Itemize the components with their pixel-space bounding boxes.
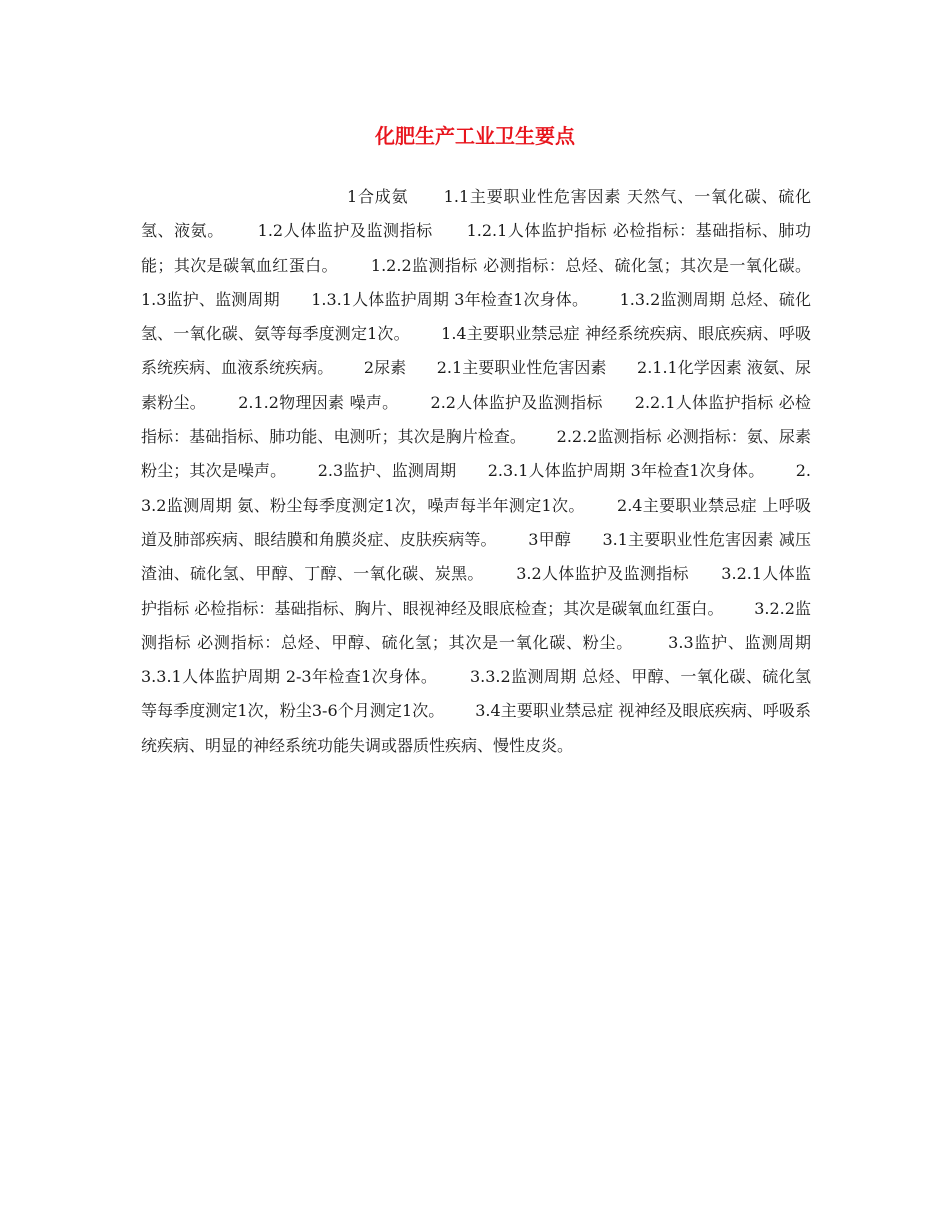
document-body: 1合成氨 1.1主要职业性危害因素 天然气、一氧化碳、硫化氢、液氨。 1.2人体监护及监测指标 1.2.1人体监护指标 必检指标：基础指标、肺功能；其次是碳氧血红蛋白。 1.2.2监测指标 必测指标：总烃、硫化氢；其次是一氧化碳。 1.3监护、监测周期 1.3.1人体监护周期 3年检查1次身体。 1.3.2监测周期 总烃、硫化氢、一氧化碳、氨等每季度测定1次。 1.4主要职业禁忌症 神经系统疾病、眼底疾病、呼吸系统疾病、血液系统疾病。 2尿素 2.1主要职业性危害因素 2.1.1化学因素 液氨、尿素粉尘。 2.1.2物理因素 噪声。 2.2人体监护及监测指标 2.2.1人体监护指标 必检指标：基础指标、肺功能、电测听；其次是胸片检查。 2.2.2监测指标 必测指标：氨、尿素粉尘；其次是噪声。 2.3监护、监测周期 2.3.1人体监护周期 3年检查1次身体。 2.3.2监测周期 氨、粉尘每季度测定1次，噪声每半年测定1次。 2.4主要职业禁忌症 上呼吸道及肺部疾病、眼结膜和角膜炎症、皮肤疾病等。 3甲醇 3.1主要职业性危害因素 减压渣油、硫化氢、甲醇、丁醇、一氧化碳、炭黑。 3.2人体监护及监测指标 3.2.1人体监护指标 必检指标：基础指标、胸片、眼视神经及眼底检查；其次是碳氧血红蛋白。 3.2.2监测指标 必测指标：总烃、甲醇、硫化氢；其次是一氧化碳、粉尘。 3.3监护、监测周期 3.3.1人体监护周期 2-3年检查1次身体。 3.3.2监测周期 总烃、甲醇、一氧化碳、硫化氢等每季度测定1次，粉尘3-6个月测定1次。 3.4主要职业禁忌症 视神经及眼底疾病、呼吸系统疾病、明显的神经系统功能失调或器质性疾病、慢性皮炎。: [141, 187, 842, 755]
document-title: 化肥生产工业卫生要点: [375, 124, 575, 148]
